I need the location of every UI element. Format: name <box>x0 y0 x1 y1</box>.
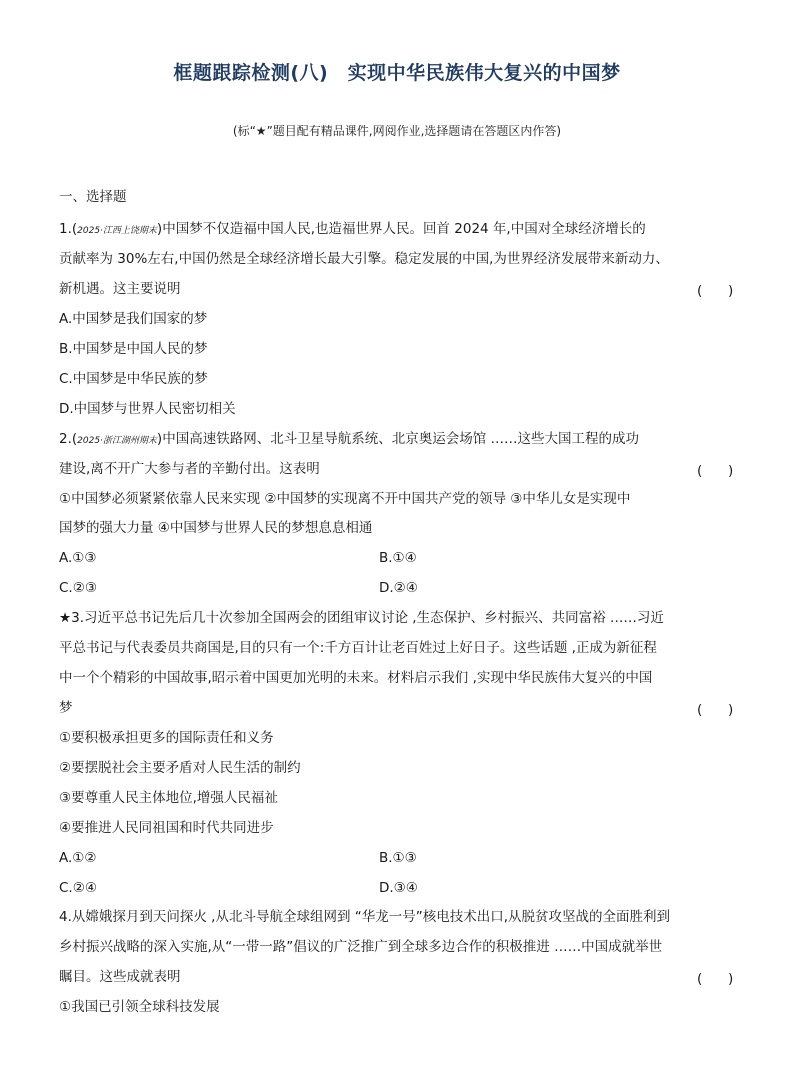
q3-option-b: B.①③ <box>379 850 417 866</box>
q3-line-1: ★3.习近平总书记先后几十次参加全国两会的团组审议讨论 ,生态保护、乡村振兴、共同富裕 ……习近 <box>59 610 664 626</box>
q3-statement-4: ④要推进人民同祖国和时代共同进步 <box>59 820 274 836</box>
q3-statement-2: ②要摆脱社会主要矛盾对人民生活的制约 <box>59 760 301 776</box>
q2-number: 2.( <box>59 431 78 447</box>
page-subtitle: (标“★”题目配有精品课件,网阅作业,选择题请在答题区内作答) <box>232 124 562 138</box>
q2-option-a: A.①③ <box>59 550 97 566</box>
q2-statement-1: ①中国梦必须紧紧依靠人民来实现 ②中国梦的实现离不开中国共产党的领导 ③中华儿女是实现中 <box>59 491 631 507</box>
q3-line-3: 中一个个精彩的中国故事,昭示着中国更加光明的未来。材料启示我们 ,实现中华民族伟大复兴的中国 <box>59 670 653 686</box>
q1-source: 2025·江西上饶期末 <box>77 226 157 236</box>
q4-statement-1: ①我国已引领全球科技发展 <box>59 999 220 1015</box>
q2-option-d: D.②④ <box>379 580 418 596</box>
q2-statement-2: 国梦的强大力量 ④中国梦与世界人民的梦想息息相通 <box>59 520 373 536</box>
q3-option-c: C.②④ <box>59 880 97 896</box>
q2-source: 2025·浙江湖州期末 <box>77 436 157 446</box>
q1-answer-bracket[interactable]: ( ) <box>697 283 734 299</box>
q1-line-3: 新机遇。这主要说明 <box>59 281 181 297</box>
q2-text-1: )中国高速铁路网、北斗卫星导航系统、北京奥运会场馆 ……这些大国工程的成功 <box>156 431 639 447</box>
q2-answer-bracket[interactable]: ( ) <box>697 463 734 479</box>
q3-option-d: D.③④ <box>379 880 418 896</box>
q4-line-2: 乡村振兴战略的深入实施,从“一带一路”倡议的广泛推广到全球多边合作的积极推进 ……中国成就举世 <box>59 939 663 955</box>
section-heading: 一、选择题 <box>59 189 127 205</box>
q1-number: 1.( <box>59 221 78 237</box>
q1-option-c: C.中国梦是中华民族的梦 <box>59 371 208 387</box>
page-title: 框题跟踪检测(八) 实现中华民族伟大复兴的中国梦 <box>173 62 621 84</box>
q1-option-d: D.中国梦与世界人民密切相关 <box>59 401 236 417</box>
q1-text-1: )中国梦不仅造福中国人民,也造福世界人民。回首 2024 年,中国对全球经济增长的 <box>156 221 646 237</box>
q2-line-1 <box>59 429 639 451</box>
q1-option-b: B.中国梦是中国人民的梦 <box>59 341 208 357</box>
q4-line-1: 4.从嫦娥探月到天问探火 ,从北斗导航全球组网到 “华龙一号”核电技术出口,从脱贫攻坚战的全面胜利到 <box>59 909 671 925</box>
q1-line-2: 贡献率为 30%左右,中国仍然是全球经济增长最大引擎。稳定发展的中国,为世界经济发展带来新动力、 <box>59 251 669 267</box>
q3-line-4: 梦 <box>59 700 73 716</box>
q3-statement-1: ①要积极承担更多的国际责任和义务 <box>59 730 274 746</box>
q2-line-2: 建设,离不开广大参与者的辛勤付出。这表明 <box>59 461 320 477</box>
q3-option-a: A.①② <box>59 850 97 866</box>
q4-answer-bracket[interactable]: ( ) <box>697 971 734 987</box>
q1-option-a: A.中国梦是我们国家的梦 <box>59 311 208 327</box>
q3-statement-3: ③要尊重人民主体地位,增强人民福祉 <box>59 790 278 806</box>
q3-line-2: 平总书记与代表委员共商国是,目的只有一个:千方百计让老百姓过上好日子。这些话题 ,正成为新征程 <box>59 640 657 656</box>
q2-option-c: C.②③ <box>59 580 97 596</box>
q2-option-b: B.①④ <box>379 550 417 566</box>
q1-line-1 <box>59 219 646 241</box>
q3-answer-bracket[interactable]: ( ) <box>697 702 734 718</box>
q4-line-3: 瞩目。这些成就表明 <box>59 969 181 985</box>
